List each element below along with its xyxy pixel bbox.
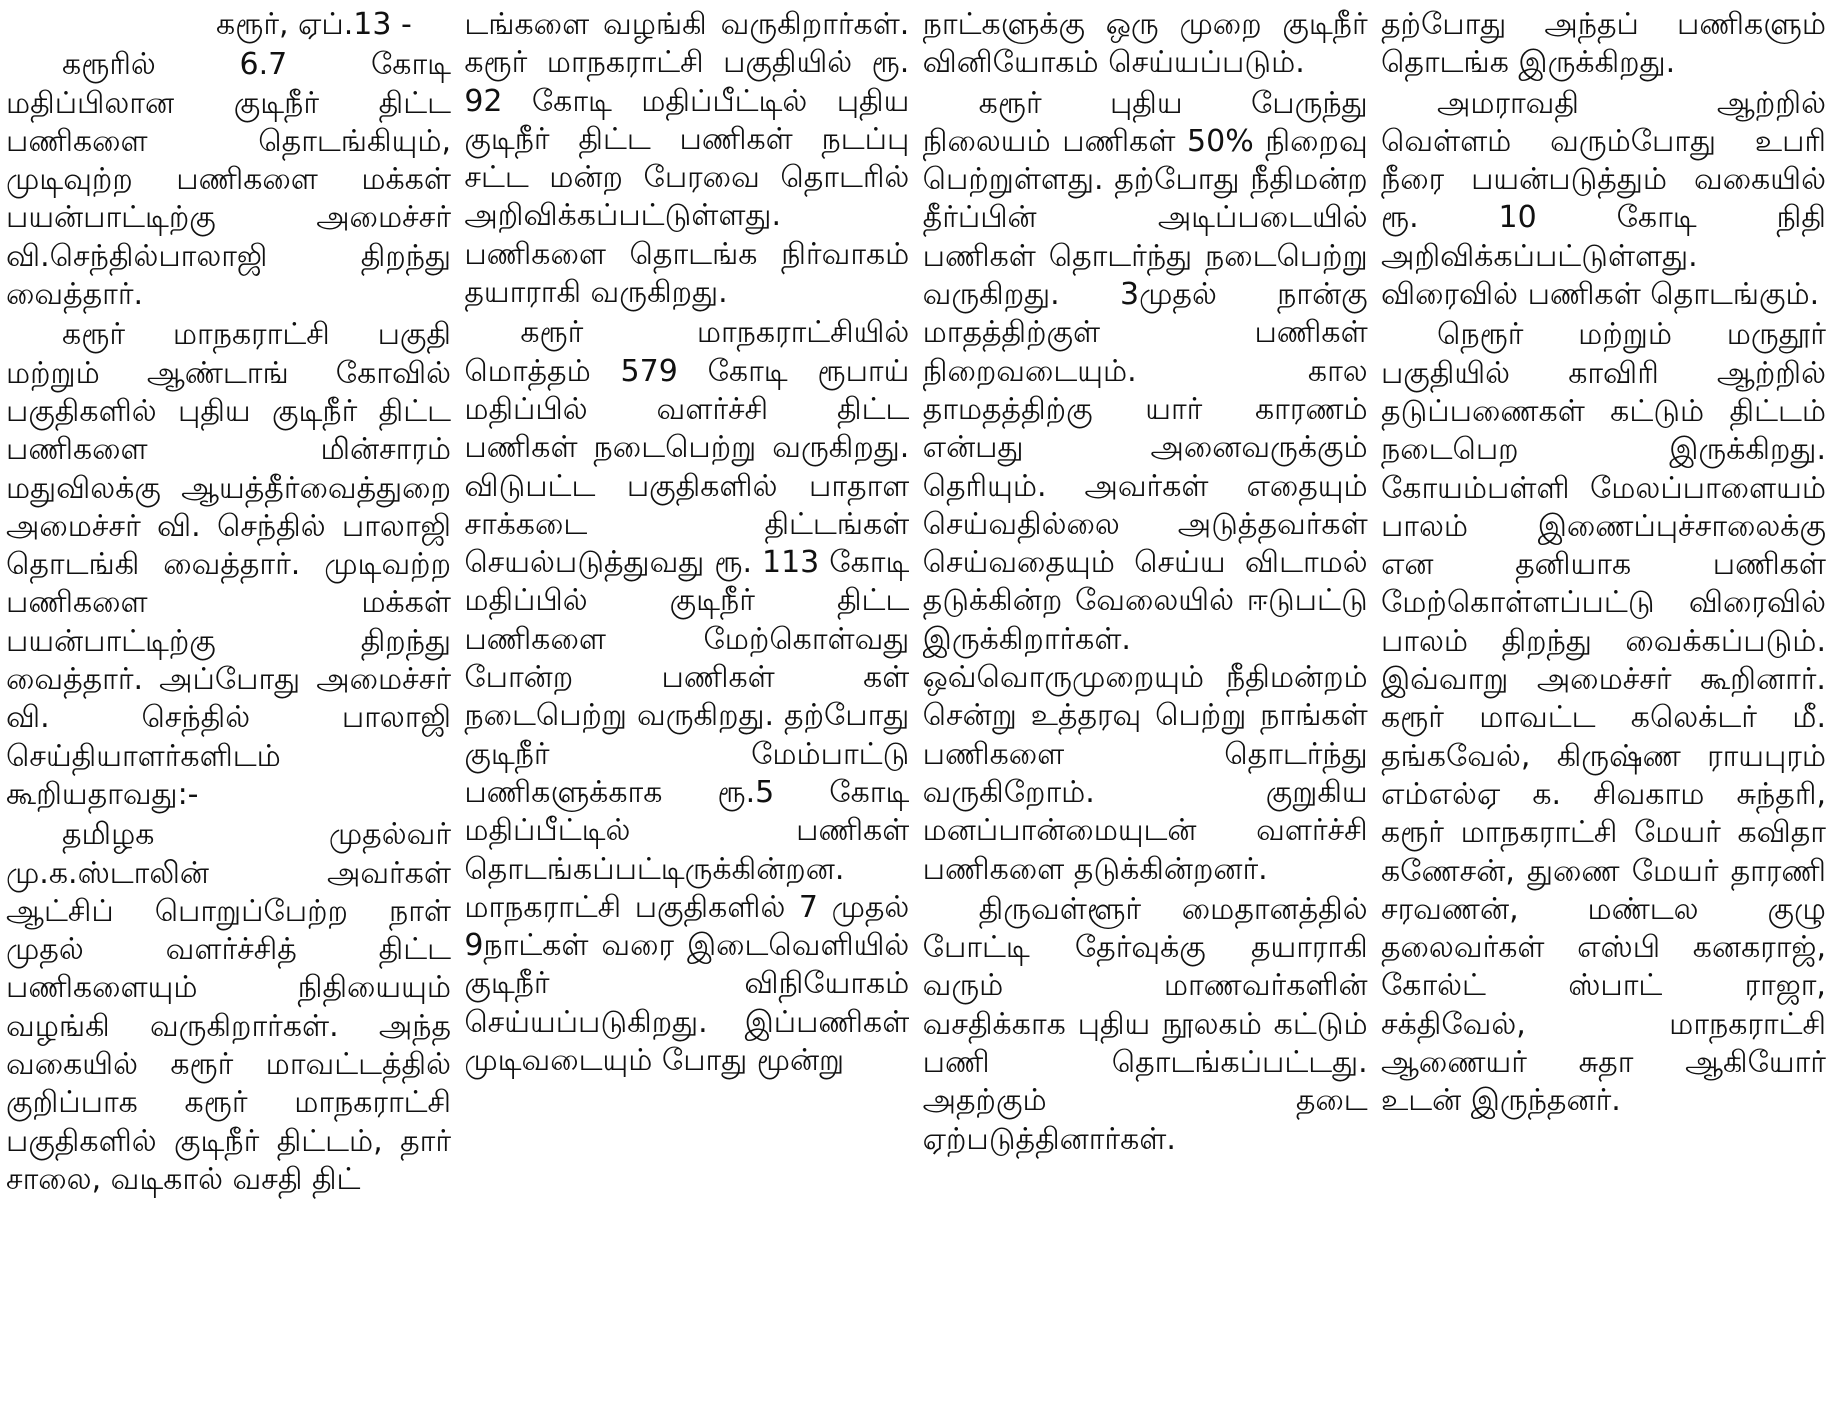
paragraph: கரூரில் 6.7 கோடி மதிப்பிலான குடிநீர் திட்ட பணிகளை தொடங்கியும், முடிவுற்ற பணிகளை மக்கள் பயன்பாட்டிற்கு அமைச்சர் வி.செந்தில்பாலாஜி திறந்து வைத்தார்.	[6, 47, 451, 313]
article-column-2	[464, 6, 909, 1402]
article-column-1	[6, 6, 451, 1402]
paragraph: நாட்களுக்கு ஒரு முறை குடிநீர் வினியோகம் செய்யப்படும்.	[922, 7, 1368, 81]
article-column-4	[1381, 6, 1826, 1402]
paragraph: தற்போது அந்தப் பணிகளும் தொடங்க இருக்கிறது.	[1380, 7, 1826, 81]
paragraph: கரூர் புதிய பேருந்து நிலையம் பணிகள் 50% நிறைவு பெற்றுள்ளது. தற்போது நீதிமன்ற தீர்ப்பின் அடிப்படையில் பணிகள் தொடர்ந்து நடைபெற்று வருகிறது. 3முதல் நான்கு மாதத்திற்குள் பணிகள் நிறைவடையும். கால தாமதத்திற்கு யார் காரணம் என்பது அனைவருக்கும் தெரியும். அவர்கள் எதையும் செய்வதில்லை அடுத்தவர்கள் செய்வதையும் செய்ய விடாமல் தடுக்கின்ற வேலையில் ஈடுபட்டு இருக்கிறார்கள். ஒவ்வொருமுறையும் நீதிமன்றம் சென்று உத்தரவு பெற்று நாங்கள் பணிகளை தொடர்ந்து வருகிறோம். குறுகிய மனப்பான்மையுடன் வளர்ச்சி பணிகளை தடுக்கின்றனர்.	[922, 85, 1368, 887]
paragraph: கரூர் மாநகராட்சியில் மொத்தம் 579 கோடி ரூபாய் மதிப்பில் வளர்ச்சி திட்ட பணிகள் நடைபெற்று வருகிறது. விடுபட்ட பகுதிகளில் பாதாள சாக்கடை திட்டங்கள் செயல்படுத்துவது ரூ. 113 கோடி மதிப்பில் குடிநீர் திட்ட பணிகளை மேற்கொள்வது போன்ற பணிகள் கள் நடைபெற்று வருகிறது. தற்போது குடிநீர் மேம்பாட்டு பணிகளுக்காக ரூ.5 கோடி மதிப்பீட்டில் பணிகள் தொடங்கப்பட்டிருக்கின்றன. மாநகராட்சி பகுதிகளில் 7 முதல் 9நாட்கள் வரை இடைவெளியில் குடிநீர் விநியோகம் செய்யப்படுகிறது. இப்பணிகள் முடிவடையும் போது மூன்று	[464, 315, 910, 1079]
paragraph: அமராவதி ஆற்றில் வெள்ளம் வரும்போது உபரி நீரை பயன்படுத்தும் வகையில் ரூ. 10 கோடி நிதி அறிவிக்கப்பட்டுள்ளது. விரைவில் பணிகள் தொடங்கும்.	[1380, 85, 1826, 313]
paragraph: தமிழக முதல்வர் மு.க.ஸ்டாலின் அவர்கள் ஆட்சிப் பொறுப்பேற்ற நாள் முதல் வளர்ச்சித் திட்ட பணிகளையும் நிதியையும் வழங்கி வருகிறார்கள். அந்த வகையில் கரூர் மாவட்டத்தில் குறிப்பாக கரூர் மாநகராட்சி பகுதிகளில் குடிநீர் திட்டம், தார் சாலை, வடிகால் வசதி திட்	[6, 817, 451, 1197]
dateline: கரூர், ஏப்.13 -	[216, 7, 412, 42]
paragraph: கரூர் மாநகராட்சி பகுதி மற்றும் ஆண்டாங் கோவில் பகுதிகளில் புதிய குடிநீர் திட்ட பணிகளை மின்சாரம் மதுவிலக்கு ஆயத்தீர்வைத்துறை அமைச்சர் வி. செந்தில் பாலாஜி தொடங்கி வைத்தார். முடிவற்ற பணிகளை மக்கள் பயன்பாட்டிற்கு திறந்து வைத்தார். அப்போது அமைச்சர் வி. செந்தில் பாலாஜி செய்தியாளர்களிடம் கூறியதாவது:-	[6, 317, 451, 812]
paragraph: திருவள்ளூர் மைதானத்தில் போட்டி தேர்வுக்கு தயாராகி வரும் மாணவர்களின் வசதிக்காக புதிய நூலகம் கட்டும் பணி தொடங்கப்பட்டது. அதற்கும் தடை ஏற்படுத்தினார்கள்.	[922, 891, 1368, 1157]
paragraph: டங்களை வழங்கி வருகிறார்கள். கரூர் மாநகராட்சி பகுதியில் ரூ. 92 கோடி மதிப்பீட்டில் புதிய குடிநீர் திட்ட பணிகள் நடப்பு சட்ட மன்ற பேரவை தொடரில் அறிவிக்கப்பட்டுள்ளது. பணிகளை தொடங்க நிர்வாகம் தயாராகி வருகிறது.	[464, 7, 910, 311]
paragraph: நெரூர் மற்றும் மருதூர் பகுதியில் காவிரி ஆற்றில் தடுப்பணைகள் கட்டும் திட்டம் நடைபெற இருக்கிறது. கோயம்பள்ளி மேலப்பாளையம் பாலம் இணைப்புச்சாலைக்கு என தனியாக பணிகள் மேற்கொள்ளப்பட்டு விரைவில் பாலம் திறந்து வைக்கப்படும். இவ்வாறு அமைச்சர் கூறினார். கரூர் மாவட்ட கலெக்டர் மீ. தங்கவேல், கிருஷ்ண ராயபுரம் எம்எல்ஏ க. சிவகாம சுந்தரி, கரூர் மாநகராட்சி மேயர் கவிதா கணேசன், துணை மேயர் தாரணி சரவணன், மண்டல குழு தலைவர்கள் எஸ்பி கனகராஜ், கோல்ட் ஸ்பாட் ராஜா, சக்திவேல், மாநகராட்சி ஆணையர் சுதா ஆகியோர் உடன் இருந்தனர்.	[1380, 317, 1826, 1119]
article-column-3	[923, 6, 1368, 1402]
